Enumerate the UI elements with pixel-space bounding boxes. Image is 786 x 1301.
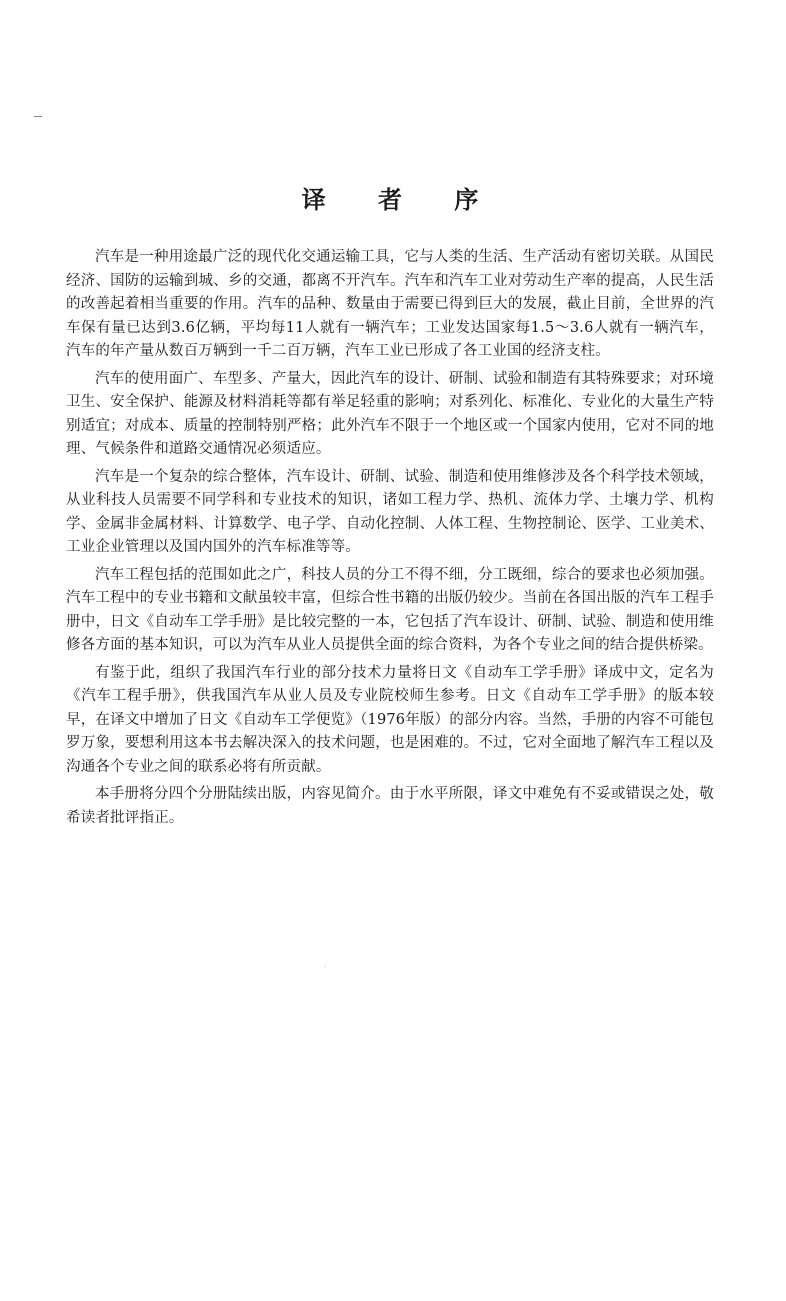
paragraph-4: 汽车工程包括的范围如此之广，科技人员的分工不得不细，分工既细，综合的要求也必须加强。汽车工程中的专业书籍和文献虽较丰富，但综合性书籍的出版仍较少。当前在各国出版的汽车工程手册中，日文《自动车工学手册》是比较完整的一本，它包括了汽车设计、研制、试验、制造和使用维修各方面的基本知识，可以为汽车从业人员提供全面的综合资料，为各个专业之间的结合提供桥梁。	[66, 566, 714, 653]
scan-artifact-dot	[324, 966, 326, 967]
paragraph-6: 本手册将分四个分册陆续出版，内容见简介。由于水平所限，译文中难免有不妥或错误之处，敬希读者批评指正。	[66, 786, 714, 826]
scan-artifact-mark	[34, 116, 42, 117]
paragraph-5: 有鉴于此，组织了我国汽车行业的部分技术力量将日文《自动车工学手册》译成中文，定名为《汽车工程手册》，供我国汽车从业人员及专业院校师生参考。日文《自动车工学手册》的版本较早，在译文中增加了日文《自动车工学便览》（1976年版）的部分内容。当然，手册的内容不可能包罗万象，要想利用这本书去解决深入的技术问题，也是困难的。不过，它对全面地了解汽车工程以及沟通各个专业之间的联系必将有所贡献。	[66, 664, 714, 775]
preface-page	[66, 180, 714, 834]
page-title: 译 者 序	[301, 185, 501, 214]
paragraph-1: 汽车是一种用途最广泛的现代化交通运输工具，它与人类的生活、生产活动有密切关联。从国民经济、国防的运输到城、乡的交通，都离不开汽车。汽车和汽车工业对劳动生产率的提高，人民生活的改善起着相当重要的作用。汽车的品种、数量由于需要已得到巨大的发展，截止目前，全世界的汽车保有量已达到3.6亿辆，平均每11人就有一辆汽车；工业发达国家每1.5～3.6人就有一辆汽车，汽车的年产量从数百万辆到一千二百万辆，汽车工业已形成了各工业国的经济支柱。	[66, 249, 714, 359]
paragraph-2: 汽车的使用面广、车型多、产量大，因此汽车的设计、研制、试验和制造有其特殊要求；对环境卫生、安全保护、能源及材料消耗等都有举足轻重的影响；对系列化、标准化、专业化的大量生产特别适宜；对成本、质量的控制特别严格；此外汽车不限于一个地区或一个国家内使用，它对不同的地理、气候条件和道路交通情况必须适应。	[66, 370, 714, 457]
paragraph-3: 汽车是一个复杂的综合整体，汽车设计、研制、试验、制造和使用维修涉及各个科学技术领域，从业科技人员需要不同学科和专业技术的知识，诸如工程力学、热机、流体力学、土壤力学、机构学、金属非金属材料、计算数学、电子学、自动化控制、人体工程、生物控制论、医学、工业美术、工业企业管理以及国内国外的汽车标准等等。	[66, 468, 714, 555]
